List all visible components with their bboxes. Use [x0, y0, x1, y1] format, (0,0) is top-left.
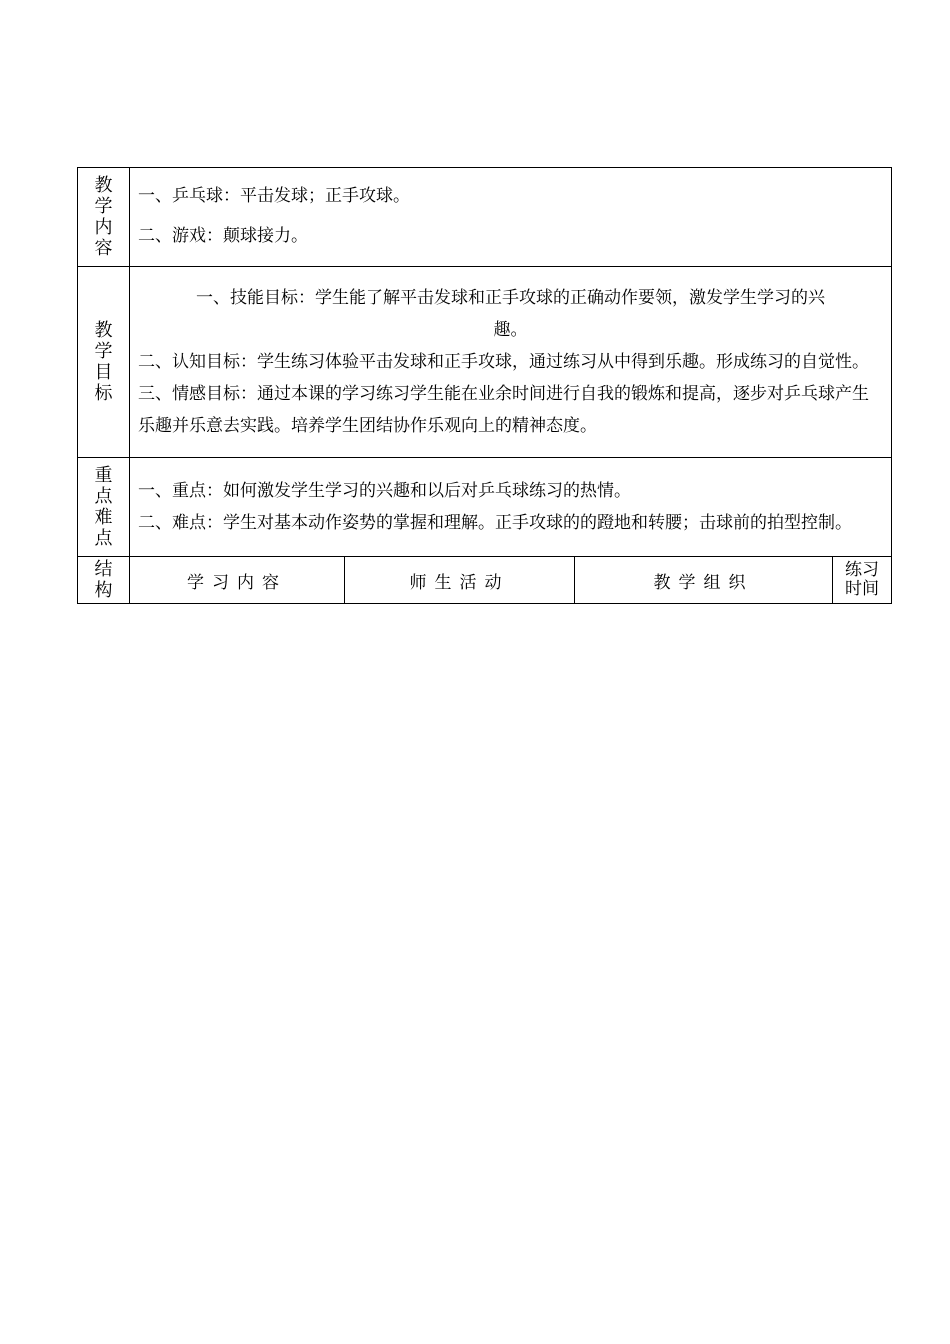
difficult-point: 二、难点：学生对基本动作姿势的掌握和理解。正手攻球的的蹬地和转腰；击球前的拍型控制。	[138, 513, 852, 533]
label-key-difficult-points: 重 点 难 点	[78, 458, 130, 557]
row-structure	[78, 557, 892, 604]
teaching-goals-cell	[130, 267, 892, 458]
column-teaching-organization: 教学组织	[575, 557, 833, 604]
row-teaching-content	[78, 168, 892, 267]
key-points-cell	[130, 458, 892, 557]
row-teaching-goals	[78, 267, 892, 458]
column-teacher-student-activity: 师生活动	[345, 557, 575, 604]
cognitive-goal: 二、认知目标：学生练习体验平击发球和正手攻球，通过练习从中得到乐趣。形成练习的自觉性。	[138, 352, 869, 372]
lesson-plan-table	[77, 167, 892, 604]
row-key-difficult-points	[78, 458, 892, 557]
key-point: 一、重点：如何激发学生学习的兴趣和以后对乒乓球练习的热情。	[138, 481, 631, 501]
content-line-1: 一、乒乓球：平击发球；正手攻球。	[138, 186, 410, 206]
column-learning-content: 学习内容	[130, 557, 345, 604]
column-practice-time: 练习 时间	[833, 557, 892, 604]
content-line-2: 二、游戏：颠球接力。	[138, 226, 308, 246]
label-structure: 结 构	[78, 557, 130, 604]
label-teaching-content: 教 学 内 容	[78, 168, 130, 267]
label-teaching-goals: 教 学 目 标	[78, 267, 130, 458]
emotional-goal: 三、情感目标：通过本课的学习练习学生能在业余时间进行自我的锻炼和提高，逐步对乒乓球产生乐趣并乐意去实践。培养学生团结协作乐观向上的精神态度。	[138, 384, 869, 436]
teaching-content-cell	[130, 168, 892, 267]
skill-goal: 一、技能目标：学生能了解平击发球和正手攻球的正确动作要领，激发学生学习的兴 趣。	[196, 288, 825, 340]
